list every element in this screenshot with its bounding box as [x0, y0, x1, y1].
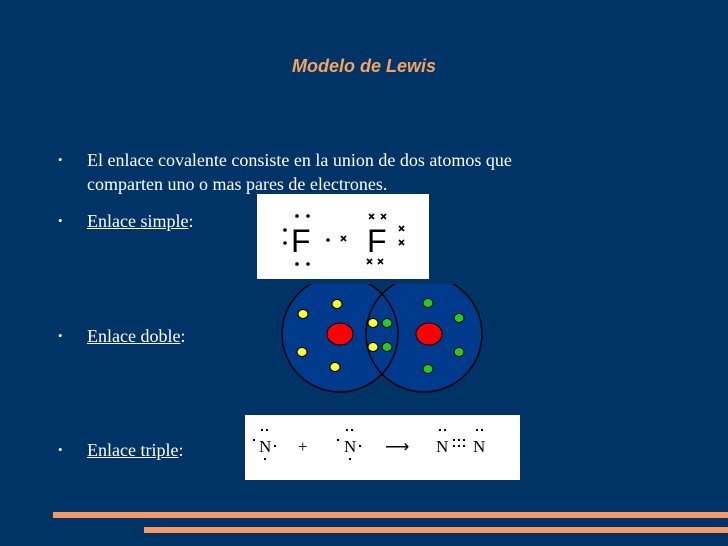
enlace-simple-suffix: : [188, 211, 194, 231]
fluorine-right-symbol: F [367, 223, 387, 259]
nucleus-right [416, 323, 442, 345]
enlace-triple-link[interactable]: Enlace triple [87, 440, 179, 460]
nitrogen-electron-dots [253, 429, 486, 460]
footer-bar-bottom [144, 527, 728, 533]
bullet-dot: • [58, 152, 63, 167]
reaction-arrow: ⟶ [385, 437, 410, 456]
double-bond-diagram [272, 284, 496, 394]
plus-sign: + [298, 437, 308, 456]
nitrogen-2-symbol: N [344, 437, 357, 456]
f2-lewis-structure [257, 194, 429, 279]
nitrogen-product-left: N [436, 437, 449, 456]
enlace-doble-link[interactable]: Enlace doble [87, 326, 181, 346]
enlace-simple-link[interactable]: Enlace simple [87, 211, 189, 231]
enlace-triple-suffix: : [178, 440, 184, 460]
slide-title: Modelo de Lewis [291, 56, 437, 76]
bullet-text-line2: comparten uno o mas pares de electrones. [87, 174, 388, 194]
nitrogen-product-right: N [473, 437, 486, 456]
fluorine-left-symbol: F [291, 223, 311, 259]
nitrogen-1-symbol: N [259, 437, 272, 456]
bullet-dot: • [58, 213, 63, 228]
enlace-doble-suffix: : [180, 326, 186, 346]
nucleus-left [327, 323, 353, 345]
n2-lewis-structure [245, 415, 520, 480]
simple-bond-diagram [257, 194, 429, 279]
bullet-text-line1: El enlace covalente consiste en la union de dos atomos que [87, 150, 512, 170]
bullet-dot: • [58, 442, 63, 457]
bullet-dot: • [58, 328, 63, 343]
footer-bar-top [53, 512, 728, 518]
triple-bond-diagram [245, 415, 520, 480]
